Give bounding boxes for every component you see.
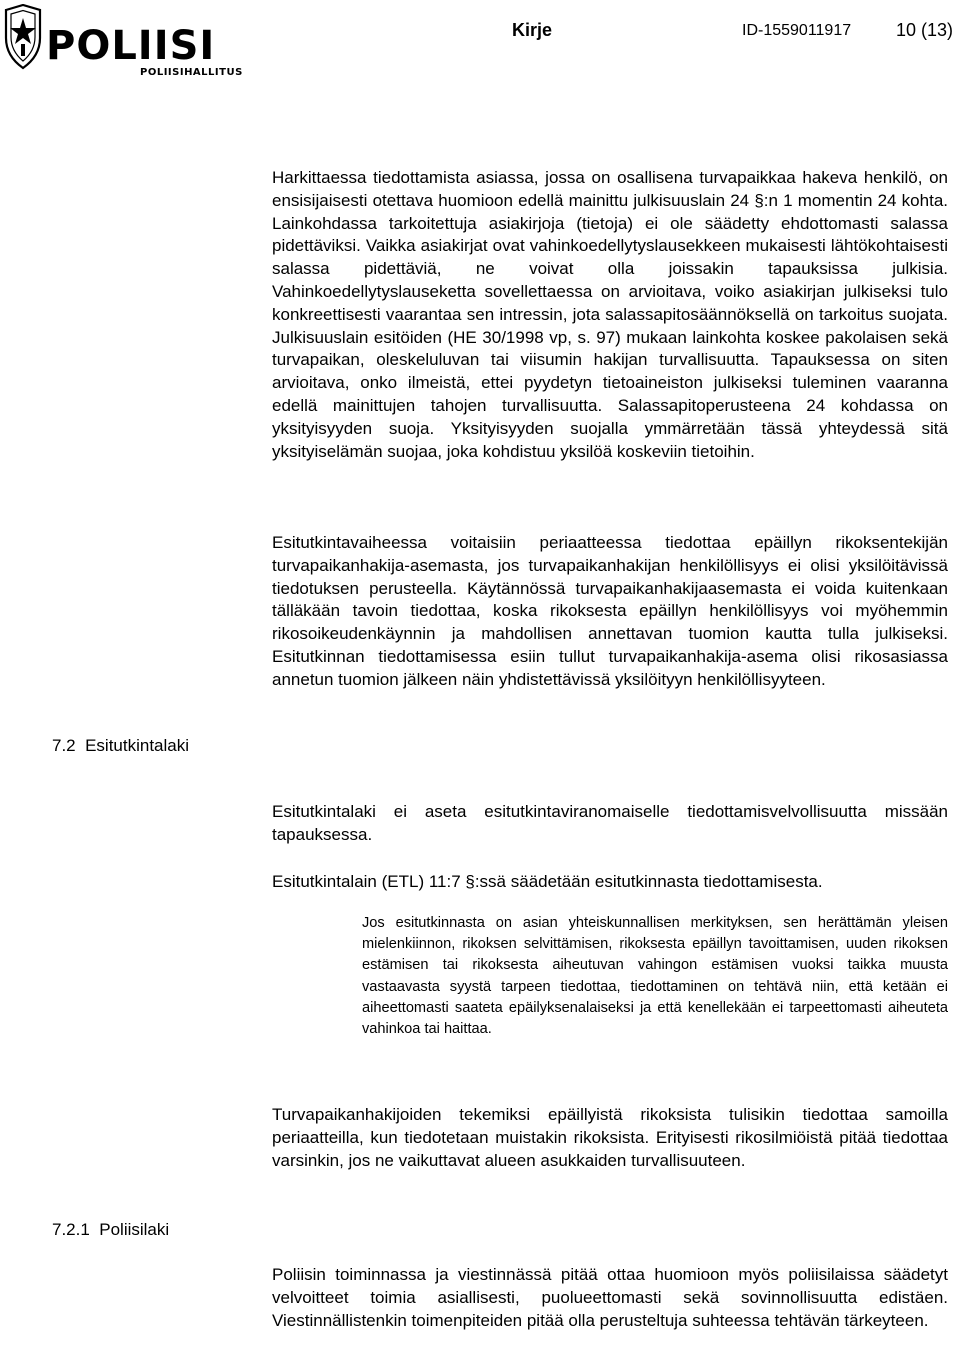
paragraph-4: Esitutkintalain (ETL) 11:7 §:ssä säädetään esitutkinnasta tiedottamisesta. [272,872,823,891]
logo-subtitle: POLIISIHALLITUS [140,67,243,78]
poliisi-logo [2,4,243,80]
page-number: 10 (13) [896,20,954,40]
paragraph-1: Harkittaessa tiedottamista asiassa, jossa on osallisena turvapaikkaa hakeva henkilö, on ensisijaisesti otettava huomioon edellä mainittu julkisuuslain 24 §:n 1 momentin 24 kohta. Lainkohdassa tarkoitettuja asiakirjoja (tietoja) ei ole säädetty ehdottomasti salassa pidettäviksi. Vaikka asiakirjat ovat vahinkoedellytyslausekkeen mukaisesti lähtökohtaisesti salassa pidettäviä, ne voivat olla joissakin tapauksissa julkisia. Vahinkoedellytyslauseketta sovellettaessa on arvioitava, voiko asiakirjan julkiseksi tulo konkreettisesti vaarantaa sen intressin, jota salassapitosäännöksellä on tarkoitus suojata. Julkisuuslain esitöiden (HE 30/1998 vp, s. 97) mukaan lainkohta koskee pakolaisen sekä turvapaikan, oleskeluluvan tai viisumin hakijan turvallisuutta. Tapauksessa on siten arvioitava, onko ilmeistä, ettei pyydetyn tietoaineiston julkiseksi tuleminen vaaranna edellä mainittujen tahojen turvallisuutta. Salassapitoperusteena 24 kohdassa on yksityisyyden suoja. Yksityisyyden suojalla ymmärretään tässä yhteydessä sitä yksityiselämän suojaa, joka kohdistuu yksilöä koskeviin tietoihin. [272,168,948,461]
paragraph-2: Esitutkintavaiheessa voitaisiin periaatteessa tiedottaa epäillyn rikoksentekijän turvapaikanhakija-asemasta, jos turvapaikanhakijan henkilöllisyys ei olisi yksilöitävissä tiedotuksen perusteella. Käytännössä turvapaikanhakijaasemasta ei voida kuitenkaan tälläkään tavoin tiedottaa, koska rikoksesta epäillyn henkilöllisyys voi myöhemmin rikosoikeudenkäynnin ja mahdollisen annettavan tuomion kautta tulla julkiseksi. Esitutkinnan tiedottamisessa esiin tullut turvapaikanhakija-asema olisi rikosasiassa annetun tuomion jälkeen näin yhdistettävissä yksilöityyn henkilöllisyyteen. [272,533,948,689]
section-heading-7-2: 7.2 Esitutkintalaki [52,736,190,755]
police-emblem-icon [2,4,44,70]
paragraph-3: Esitutkintalaki ei aseta esitutkintaviranomaiselle tiedottamisvelvollisuutta missään tapauksessa. [272,802,948,844]
paragraph-6: Poliisin toiminnassa ja viestinnässä pitää ottaa huomioon myös poliisilaissa säädetyt velvoitteet toimia asiallisesti, puolueettomasti sekä sovinnollisuutta edistäen. Viestinnällistenkin toimenpiteiden pitää olla perusteltuja suhteessa tehtävän tärkeyteen. [272,1265,948,1330]
section-heading-7-2-1: 7.2.1 Poliisilaki [52,1220,170,1239]
logo-wordmark: POLIISI [46,23,216,69]
document-type: Kirje [512,20,553,40]
document-id: ID-1559011917 [742,22,852,39]
paragraph-5: Turvapaikanhakijoiden tekemiksi epäillyistä rikoksista tulisikin tiedottaa samoilla periaatteilla, kun tiedotetaan muistakin rikoksista. Erityisesti rikosilmiöistä pitää tiedottaa varsinkin, jos ne vaikuttavat alueen asukkaiden turvallisuuteen. [272,1105,948,1170]
law-quote: Jos esitutkinnasta on asian yhteiskunnallisen merkityksen, sen herättämän yleisen mielenkiinnon, rikoksen selvittämisen, rikoksesta epäillyn tavoittamisen, uuden rikoksen estämisen tai rikoksesta aiheutuvan vahingon estämisen vuoksi taikka muusta vastaavasta syystä tarpeen tiedottaa, tiedottaminen on tehtävä niin, että ketään ei aiheettomasti saateta epäilyksenalaiseksi ja että kenellekään ei tarpeettomasti aiheuteta vahinkoa tai haittaa. [362,915,948,1038]
